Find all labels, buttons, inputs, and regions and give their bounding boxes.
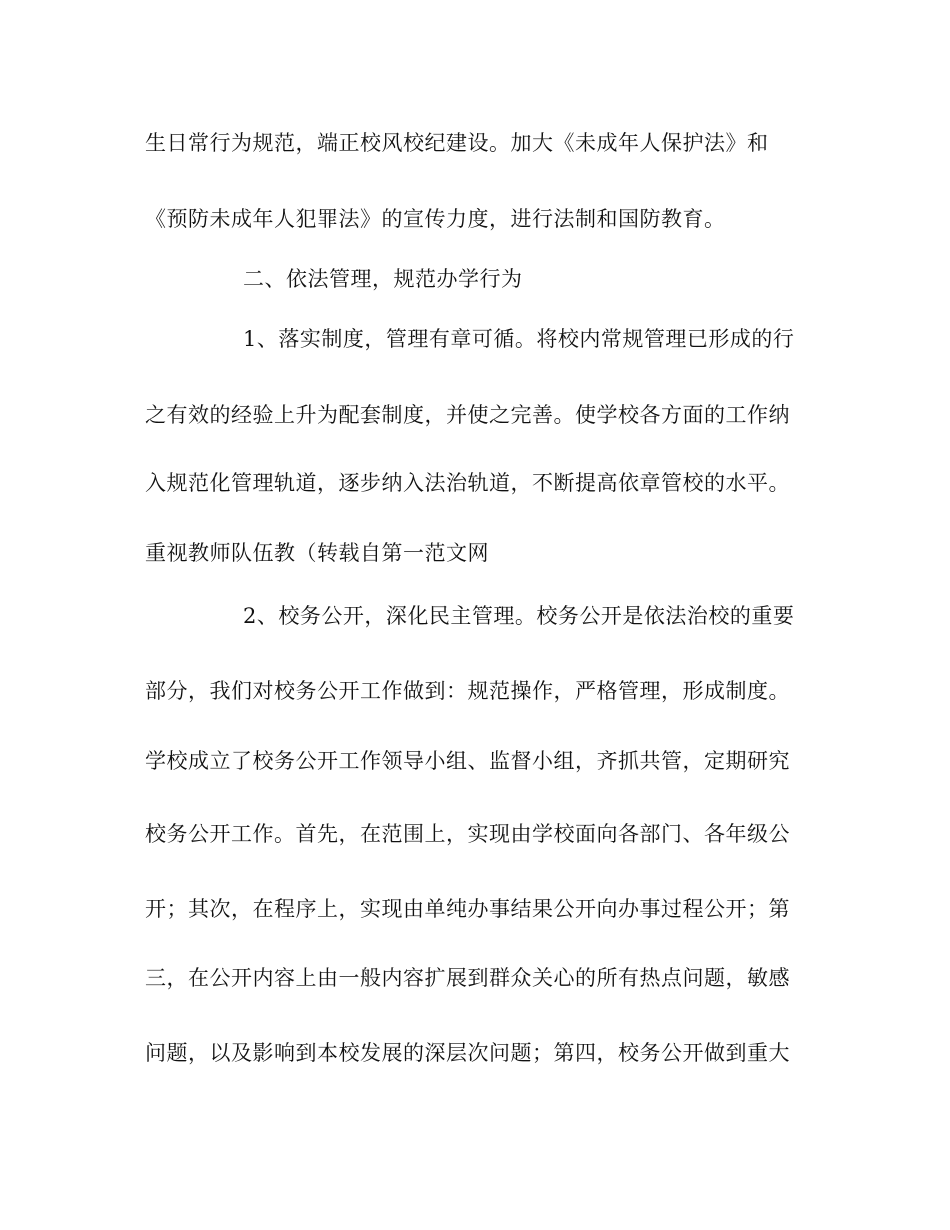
paragraph-start: 1、落实制度，管理有章可循。将校内常规管理已形成的行 <box>243 327 795 351</box>
paragraph-start: 2、校务公开，深化民主管理。校务公开是依法治校的重要 <box>243 604 795 628</box>
text-line: 生日常行为规范，端正校风校纪建设。加大《未成年人保护法》和 <box>145 131 769 155</box>
text-line: 部分，我们对校务公开工作做到：规范操作，严格管理，形成制度。 <box>145 679 790 703</box>
text-line: 校务公开工作。首先，在范围上，实现由学校面向各部门、各年级公 <box>145 822 790 846</box>
text-line: 开；其次，在程序上，实现由单纯办事结果公开向办事过程公开；第 <box>145 897 790 921</box>
text-line: 入规范化管理轨道，逐步纳入法治轨道，不断提高依章管校的水平。 <box>145 471 790 495</box>
text-line: 《预防未成年人犯罪法》的宣传力度，进行法制和国防教育。 <box>145 207 726 231</box>
text-line: 重视教师队伍教（转载自第一范文网 <box>145 541 489 565</box>
section-heading: 二、依法管理，规范办学行为 <box>243 267 523 291</box>
text-line: 学校成立了校务公开工作领导小组、监督小组，齐抓共管，定期研究 <box>145 749 790 773</box>
text-line: 问题，以及影响到本校发展的深层次问题；第四，校务公开做到重大 <box>145 1041 790 1065</box>
text-line: 之有效的经验上升为配套制度，并使之完善。使学校各方面的工作纳 <box>145 403 790 427</box>
text-line: 三，在公开内容上由一般内容扩展到群众关心的所有热点问题，敏感 <box>145 966 790 990</box>
